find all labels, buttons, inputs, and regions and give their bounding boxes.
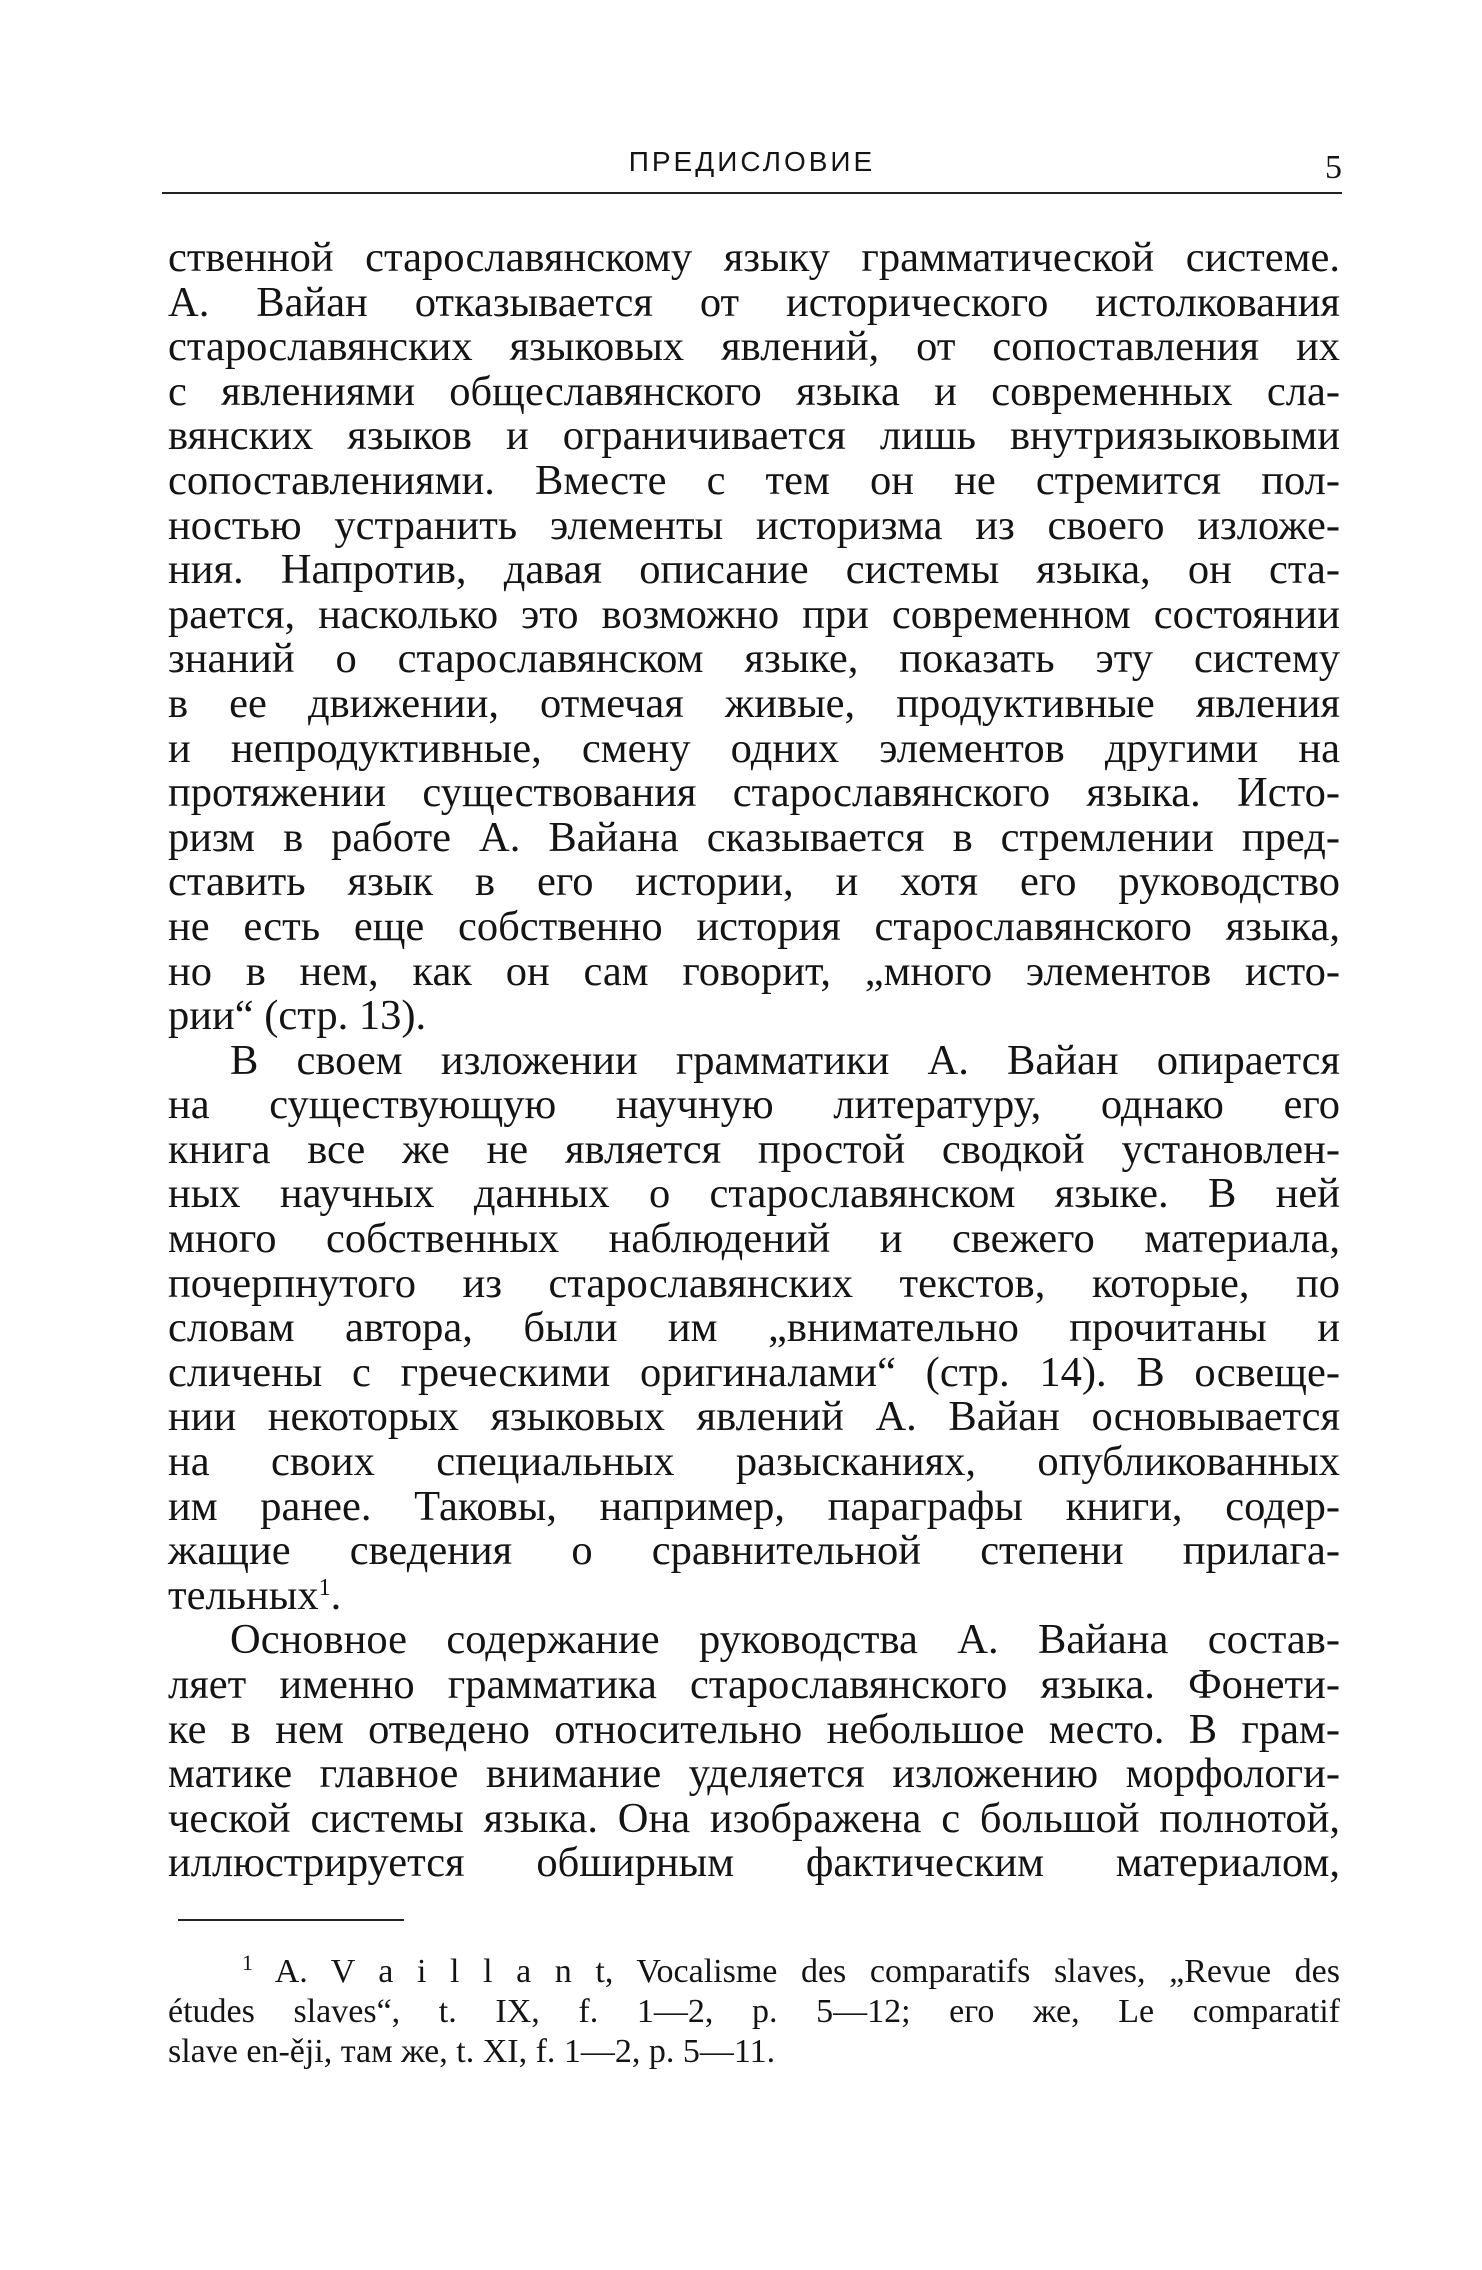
text-line: ке в нем отведено относительно небольшое место. В грам- <box>168 1705 1340 1753</box>
footnote-line <box>168 1952 1340 1992</box>
text-line: ставить язык в его истории, и хотя его руководство <box>168 858 1340 906</box>
text-line: ностью устранить элементы историзма из своего изложе- <box>168 501 1340 549</box>
text-line: рается, насколько это возможно при современном состоянии <box>168 590 1340 638</box>
text-line: иллюстрируется обширным фактическим материалом, <box>168 1839 1340 1887</box>
text-line: ственной старославянскому языку грамматической системе. <box>168 234 1340 281</box>
text-line: на своих специальных разысканиях, опубликованных <box>168 1438 1340 1486</box>
text-line: нии некоторых языковых явлений А. Вайан основывается <box>168 1393 1340 1441</box>
text-line: в ее движении, отмечая живые, продуктивные явления <box>168 679 1340 727</box>
text-fragment: тельных <box>168 1571 319 1619</box>
text-line: ризм в работе А. Вайана сказывается в стремлении пред- <box>168 813 1340 861</box>
text-line <box>168 1571 1340 1619</box>
text-line: но в нем, как он сам говорит, „много элементов исто- <box>168 947 1340 995</box>
footnote-line: slave en-ěji, там же, t. XI, f. 1—2, p. 5—11. <box>168 2033 776 2070</box>
footnote-text: A. V a i l l a n t, Vocalisme des comparatifs slaves, „Revue des <box>274 1953 1341 1990</box>
text-line: почерпнутого из старославянских текстов, которые, по <box>168 1259 1340 1307</box>
text-line: А. Вайан отказывается от исторического истолкования <box>168 278 1340 326</box>
text-line: книга все же не является простой сводкой установлен- <box>168 1125 1340 1173</box>
page-number: 5 <box>1325 149 1342 186</box>
text-line: вянских языков и ограничивается лишь внутриязыковыми <box>168 412 1340 460</box>
text-line: сличены с греческими оригиналами“ (стр. 14). В освеще- <box>168 1348 1340 1396</box>
text-line: на существующую научную литературу, однако его <box>168 1081 1340 1129</box>
footnote <box>168 1952 1340 2072</box>
footnote-reference[interactable]: 1 <box>318 1574 331 1601</box>
running-header-title: ПРЕДИСЛОВИЕ <box>628 146 876 177</box>
text-line: ляет именно грамматика старославянского языка. Фонети- <box>168 1661 1340 1708</box>
text-line: жащие сведения о сравнительной степени прилага- <box>168 1527 1340 1575</box>
text-line: ческой системы языка. Она изображена с большой полнотой, <box>168 1794 1340 1842</box>
paragraph-start-line: Основное содержание руководства А. Вайана состав- <box>230 1616 1340 1664</box>
text-line: много собственных наблюдений и свежего материала, <box>168 1215 1340 1263</box>
text-fragment: . <box>330 1571 342 1619</box>
text-line: старославянских языковых явлений, от сопоставления их <box>168 323 1340 371</box>
text-line: знаний о старославянском языке, показать эту систему <box>168 635 1340 683</box>
text-line: им ранее. Таковы, например, параграфы книги, содер- <box>168 1482 1340 1530</box>
text-line: сопоставлениями. Вместе с тем он не стремится пол- <box>168 456 1340 504</box>
text-line: ных научных данных о старославянском языке. В ней <box>168 1170 1340 1218</box>
text-line: ния. Напротив, давая описание системы языка, он ста- <box>168 546 1340 594</box>
main-text <box>168 236 1340 1886</box>
text-line: матике главное внимание уделяется изложению морфологи- <box>168 1750 1340 1798</box>
paragraph-start-line: В своем изложении грамматики А. Вайан опирается <box>230 1036 1340 1084</box>
footnote-marker: 1 <box>242 1950 253 1975</box>
footnote-separator <box>178 1919 404 1921</box>
text-line: не есть еще собственно история старославянского языка, <box>168 902 1340 950</box>
footnote-line: études slaves“, t. IX, f. 1—2, p. 5—12; его же, Le comparatif <box>168 1993 1340 2030</box>
running-header <box>162 142 1342 194</box>
text-line: протяжении существования старославянского языка. Исто- <box>168 769 1340 817</box>
text-line: словам автора, были им „внимательно прочитаны и <box>168 1304 1340 1352</box>
text-line: и непродуктивные, смену одних элементов другими на <box>168 724 1340 772</box>
text-line: рии“ (стр. 13). <box>168 992 427 1040</box>
text-line: с явлениями общеславянского языка и современных сла- <box>168 367 1340 415</box>
